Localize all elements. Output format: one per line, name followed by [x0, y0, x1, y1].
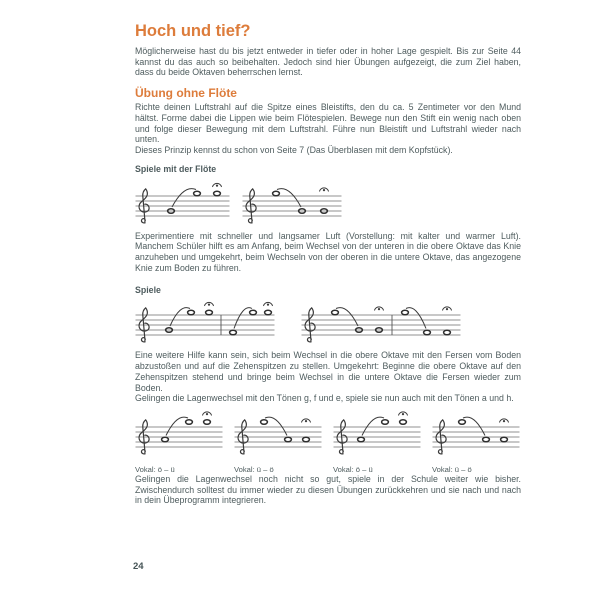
fermata-dot: [446, 308, 448, 310]
whole-note: [501, 437, 508, 442]
stave-row-spiele: [135, 298, 521, 350]
music-stave-vokal-3: [333, 410, 421, 462]
slur: [170, 308, 190, 326]
hilfe-paragraph: Eine weitere Hilfe kann sein, sich beim Wechsel in die obere Oktave mit den Fersen vom Boden abzustoßen und auf die Zehenspitzen zu stellen. Umgekehrt: Beginne die obere Oktave auf den Zehenspitzen stehend und bringe beim Wechsel in die untere Oktave die Fersen wieder zum Boden.: [135, 350, 521, 393]
stave-row-flute: [135, 179, 521, 231]
vokal-label: Vokal: ü – ö: [234, 464, 274, 474]
whole-note: [186, 420, 193, 425]
toene-paragraph: Gelingen die Lagenwechsel mit den Tönen g, f und e, spiele sie nun auch mit den Tönen a und h.: [135, 393, 514, 404]
fermata-dot: [323, 189, 325, 191]
whole-note: [204, 420, 211, 425]
whole-note: [230, 331, 237, 336]
music-stave-vokal-1: [135, 410, 223, 462]
slur: [265, 417, 287, 435]
fermata-dot: [208, 304, 210, 306]
whole-note: [285, 437, 292, 442]
music-stave-flute-2: [242, 179, 342, 231]
whole-note: [273, 191, 280, 196]
fermata-dot: [503, 420, 505, 422]
whole-note: [265, 311, 272, 316]
music-stave-vokal-2: [234, 410, 322, 462]
vokal-block: [333, 410, 421, 474]
whole-note: [483, 437, 490, 442]
slur: [166, 417, 188, 435]
whole-note: [402, 311, 409, 316]
label-spiele-mit-floete: Spiele mit der Flöte: [135, 163, 217, 174]
vokal-label: Vokal: ö – ü: [135, 464, 175, 474]
page-title: Hoch und tief?: [135, 22, 251, 40]
final-paragraph: Gelingen die Lagenwechsel noch nicht so gut, spiele in der Schule weiter wie bisher. Zwischendurch solltest du immer wieder zu diesen Übungen zurückkehren und sie nach und nach in dein Übeprogramm integrieren.: [135, 473, 521, 506]
fermata-dot: [402, 413, 404, 415]
fermata-dot: [378, 308, 380, 310]
label-spiele: Spiele: [135, 285, 161, 296]
page-content: [135, 22, 521, 506]
slur: [463, 417, 485, 435]
music-stave-vokal-4: [432, 410, 520, 462]
whole-note: [214, 191, 221, 196]
vokal-stave-row: [135, 410, 521, 474]
whole-note: [444, 331, 451, 336]
whole-note: [382, 420, 389, 425]
whole-note: [303, 437, 310, 442]
music-stave-spiele-1: [135, 298, 275, 350]
slur: [362, 417, 384, 435]
whole-note: [459, 420, 466, 425]
vokal-label: Vokal: ü – ö: [432, 464, 472, 474]
intro-paragraph: Möglicherweise hast du bis jetzt entweder in tiefer oder in hoher Lage gespielt. Bis zur Seite 44 kannst du das auch so beibehalten. Jedoch sind hier Übungen aufgezeigt, die zum Ziel haben, dass du beide Oktaven beherrschen lernst.: [135, 46, 521, 78]
uebung-paragraph: Richte deinen Luftstrahl auf die Spitze eines Bleistifts, den du ca. 5 Zentimeter vor den Mund hältst. Forme dabei die Lippen wie beim Flötespielen. Bewege nun den Stift ein wenig nach oben und folge dieser Bewegung mit dem Luftstrahl. Führe nun Bleistift und Luftstrahl wieder nach unten.: [135, 102, 521, 145]
vokal-label: Vokal: ö – ü: [333, 464, 373, 474]
whole-note: [358, 437, 365, 442]
slur: [172, 188, 196, 206]
section-heading-uebung: Übung ohne Flöte: [135, 86, 237, 101]
fermata-dot: [267, 304, 269, 306]
whole-note: [188, 311, 195, 316]
slur: [336, 308, 358, 326]
whole-note: [206, 311, 213, 316]
vokal-block: [234, 410, 322, 474]
fermata-dot: [305, 420, 307, 422]
vokal-block: [432, 410, 520, 474]
whole-note: [194, 191, 201, 196]
vokal-block: [135, 410, 223, 474]
music-stave-spiele-2: [301, 298, 461, 350]
whole-note: [424, 331, 431, 336]
whole-note: [162, 437, 169, 442]
whole-note: [332, 311, 339, 316]
whole-note: [261, 420, 268, 425]
uebung-note: Dieses Prinzip kennst du schon von Seite 7 (Das Überblasen mit dem Kopfstück).: [135, 144, 453, 155]
fermata-dot: [216, 184, 218, 186]
slur: [277, 188, 301, 206]
music-stave-flute-1: [135, 179, 230, 231]
whole-note: [250, 311, 257, 316]
fermata-dot: [206, 413, 208, 415]
experiment-paragraph: Experimentiere mit schneller und langsamer Luft (Vorstellung: mit kalter und warmer Luft). Manchem Schüler hilft es am Anfang, beim Wechsel von der unteren in die obere Oktave das Knie anzuheben und umgekehrt, beim Wechseln von der oberen in die untere Oktave, das angezogene Knie zum Boden zu führen.: [135, 230, 521, 273]
whole-note: [400, 420, 407, 425]
page-number: 24: [133, 561, 144, 572]
